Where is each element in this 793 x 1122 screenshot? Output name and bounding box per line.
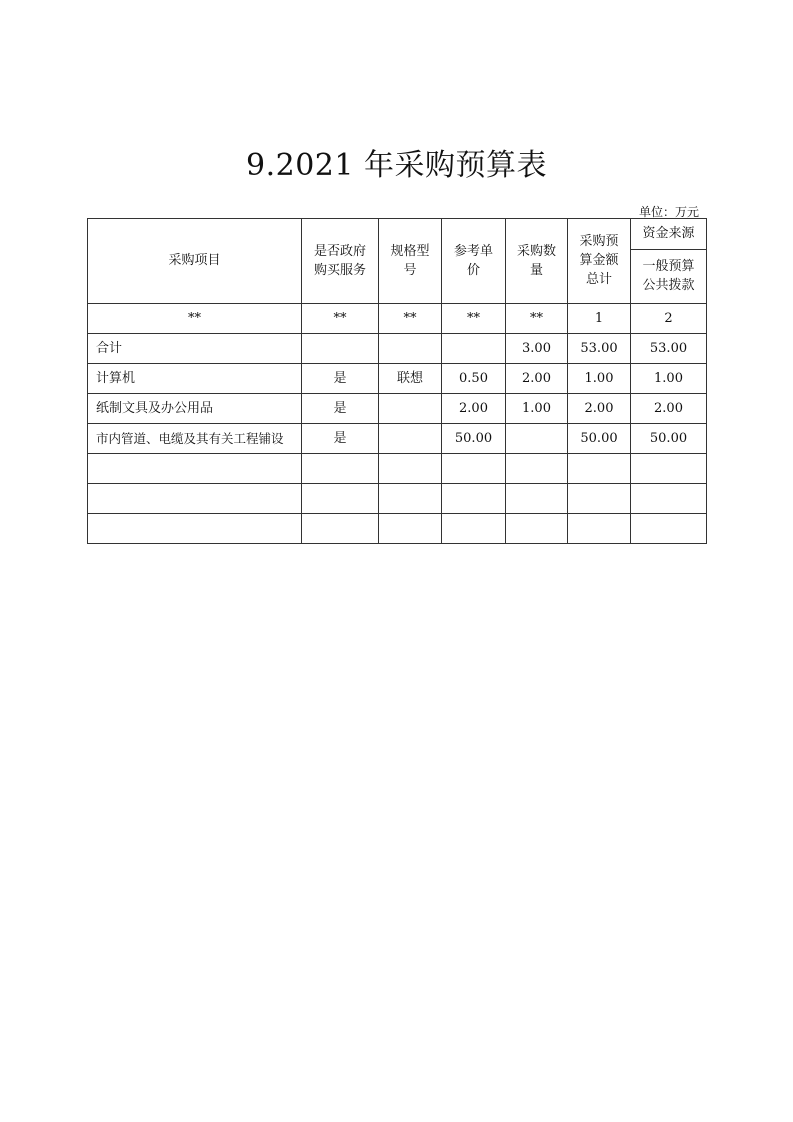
header-is-gov: 是否政府购买服务 bbox=[302, 219, 379, 304]
cell-ref-price bbox=[442, 454, 506, 484]
budget-table bbox=[87, 218, 707, 544]
header-item: 采购项目 bbox=[88, 219, 302, 304]
header-spec: 规格型号 bbox=[379, 219, 442, 304]
cell-is-gov: 是 bbox=[302, 424, 379, 454]
cell-spec bbox=[379, 424, 442, 454]
cell-item bbox=[88, 514, 302, 544]
table-row bbox=[88, 394, 707, 424]
cell-general: 2.00 bbox=[631, 394, 707, 424]
table-row bbox=[88, 364, 707, 394]
header-fund-source: 资金来源 bbox=[631, 219, 707, 250]
cell-qty bbox=[506, 454, 568, 484]
cell-ref-price: 0.50 bbox=[442, 364, 506, 394]
cell-spec bbox=[379, 334, 442, 364]
cell-general: 1.00 bbox=[631, 364, 707, 394]
cell-item: 合计 bbox=[88, 334, 302, 364]
page-title: 9.2021 年采购预算表 bbox=[245, 148, 547, 183]
index-cell: 2 bbox=[631, 304, 707, 334]
cell-is-gov bbox=[302, 334, 379, 364]
cell-total: 1.00 bbox=[568, 364, 631, 394]
cell-qty bbox=[506, 514, 568, 544]
index-cell: ** bbox=[88, 304, 302, 334]
cell-qty bbox=[506, 484, 568, 514]
cell-total bbox=[568, 484, 631, 514]
unit-label: 单位：万元 bbox=[638, 205, 699, 219]
index-cell: ** bbox=[302, 304, 379, 334]
cell-qty: 2.00 bbox=[506, 364, 568, 394]
cell-total bbox=[568, 454, 631, 484]
table-row bbox=[88, 424, 707, 454]
cell-spec bbox=[379, 484, 442, 514]
table-row bbox=[88, 514, 707, 544]
cell-total: 2.00 bbox=[568, 394, 631, 424]
cell-total bbox=[568, 514, 631, 544]
cell-is-gov: 是 bbox=[302, 394, 379, 424]
index-cell: ** bbox=[506, 304, 568, 334]
header-total: 采购预算金额总计 bbox=[568, 219, 631, 304]
index-cell: 1 bbox=[568, 304, 631, 334]
cell-ref-price bbox=[442, 334, 506, 364]
cell-qty: 3.00 bbox=[506, 334, 568, 364]
cell-ref-price: 50.00 bbox=[442, 424, 506, 454]
cell-item: 纸制文具及办公用品 bbox=[88, 394, 302, 424]
table-row bbox=[88, 454, 707, 484]
index-cell: ** bbox=[379, 304, 442, 334]
header-ref-price: 参考单价 bbox=[442, 219, 506, 304]
cell-ref-price bbox=[442, 514, 506, 544]
cell-general: 53.00 bbox=[631, 334, 707, 364]
cell-item: 计算机 bbox=[88, 364, 302, 394]
cell-general bbox=[631, 484, 707, 514]
cell-total: 50.00 bbox=[568, 424, 631, 454]
cell-total: 53.00 bbox=[568, 334, 631, 364]
cell-general: 50.00 bbox=[631, 424, 707, 454]
header-general: 一般预算公共拨款 bbox=[631, 250, 707, 304]
cell-ref-price: 2.00 bbox=[442, 394, 506, 424]
cell-spec: 联想 bbox=[379, 364, 442, 394]
cell-qty: 1.00 bbox=[506, 394, 568, 424]
index-row bbox=[88, 304, 707, 334]
cell-is-gov bbox=[302, 514, 379, 544]
cell-qty bbox=[506, 424, 568, 454]
cell-item: 市内管道、电缆及其有关工程铺设 bbox=[88, 424, 302, 454]
table-row bbox=[88, 484, 707, 514]
header-qty: 采购数量 bbox=[506, 219, 568, 304]
cell-ref-price bbox=[442, 484, 506, 514]
cell-item bbox=[88, 454, 302, 484]
cell-is-gov: 是 bbox=[302, 364, 379, 394]
table-row bbox=[88, 334, 707, 364]
index-cell: ** bbox=[442, 304, 506, 334]
cell-is-gov bbox=[302, 454, 379, 484]
cell-item bbox=[88, 484, 302, 514]
cell-spec bbox=[379, 454, 442, 484]
cell-general bbox=[631, 514, 707, 544]
cell-spec bbox=[379, 514, 442, 544]
cell-is-gov bbox=[302, 484, 379, 514]
cell-spec bbox=[379, 394, 442, 424]
cell-general bbox=[631, 454, 707, 484]
